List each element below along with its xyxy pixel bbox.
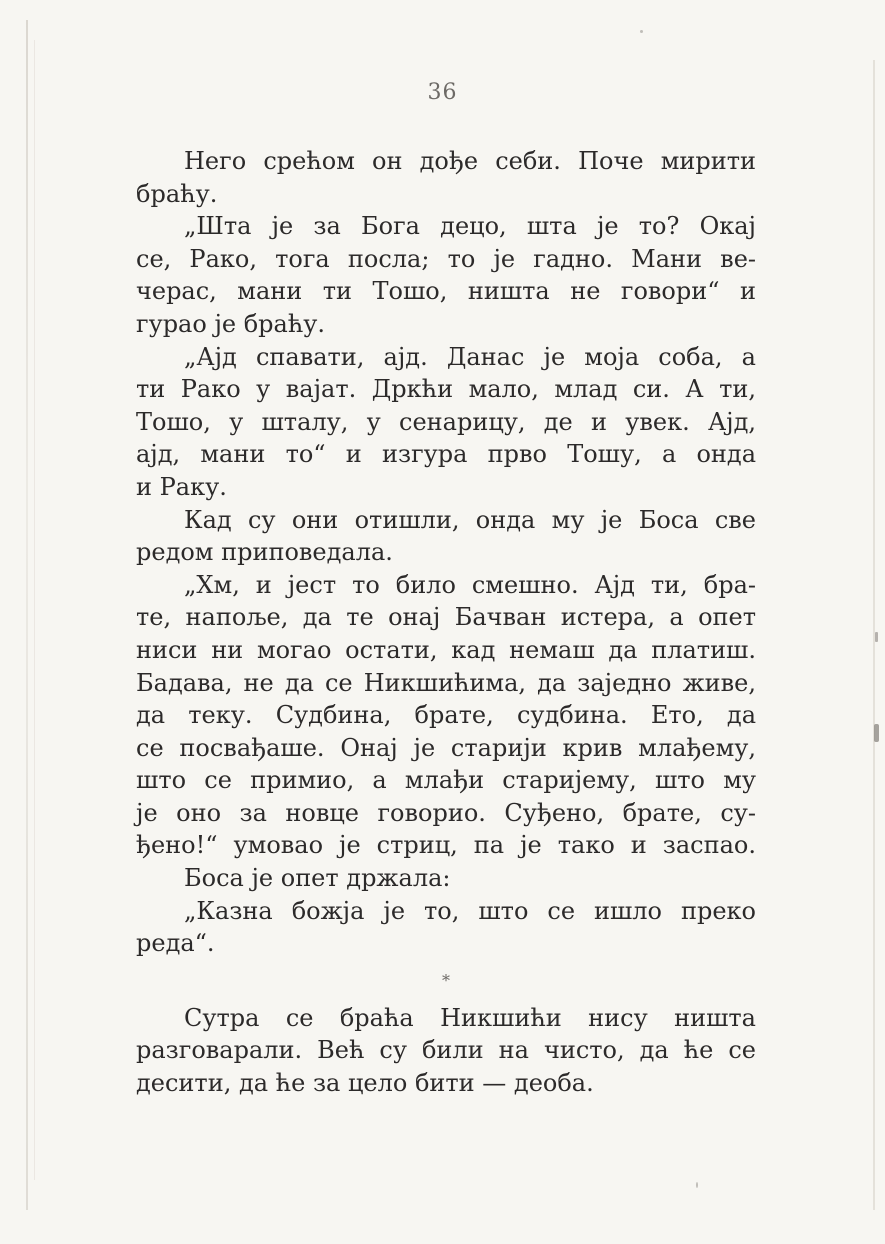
text-line: Него срећом он дође себи. Поче мирити (184, 147, 756, 175)
text-line: је оно за новце говорио. Суђено, брате, су- (136, 798, 756, 827)
text-line: браћу. (136, 179, 218, 208)
text-line: Сутра се браћа Никшићи нису ништа (184, 1003, 756, 1032)
paper-speck (696, 1182, 698, 1188)
text-line: разговарали. Већ су били на чисто, да ће се (136, 1036, 756, 1065)
text-line: те, напоље, да те онај Бачван истера, а опет (136, 603, 756, 632)
text-line: што се примио, а млађи старијему, што му (136, 766, 756, 795)
text-line: черас, мани ти Тошо, ништа не говори“ и (136, 277, 756, 306)
text-line: „Хм, и јест то било смешно. Ајд ти, бра- (184, 570, 756, 599)
text-line: Тошо, у шталу, у сенарицу, де и увек. Ајд, (136, 407, 756, 436)
page-number: 36 (427, 80, 458, 105)
text-line: се, Рако, тога посла; то је гадно. Мани ве- (136, 244, 756, 273)
text-line: Бадава, не да се Никшићима, да заједно живе, (136, 668, 756, 697)
text-line: „Казна божја је то, што се ишло преко (184, 896, 756, 925)
text-line: „Шта је за Бога децо, шта је то? Окај (184, 212, 756, 241)
paper-speck (875, 632, 878, 642)
text-line: и Раку. (136, 472, 227, 501)
text-line: се посвађаше. Онај је старији крив млађему, (136, 733, 756, 762)
text-line: Боса је опет држала: (184, 864, 451, 893)
text-line: Кад су они отишли, онда му је Боса све (184, 505, 756, 534)
paper-speck (874, 724, 879, 742)
page-fold-line (34, 40, 35, 1180)
text-line: ђено!“ умовао је стриц, па је тако и заспао. (136, 831, 756, 860)
body-text (136, 145, 756, 1100)
text-line: гурао је браћу. (136, 309, 326, 338)
text-line: реда“. (136, 929, 215, 958)
section-separator: * (442, 970, 450, 990)
text-line: ајд, мани то“ и изгура прво Тошу, а онда (136, 440, 756, 469)
text-line: десити, да ће за цело бити — деоба. (136, 1069, 594, 1098)
text-line: да теку. Судбина, брате, судбина. Ето, да (136, 701, 756, 730)
text-line: „Ајд спавати, ајд. Данас је моја соба, а (184, 342, 756, 371)
text-line: редом приповедала. (136, 538, 393, 567)
page-fold-shadow (26, 20, 28, 1210)
paper-speck (640, 30, 643, 33)
text-line: ниси ни могао остати, кад немаш да платиш. (136, 635, 756, 664)
text-line: ти Рако у вајат. Дркћи мало, млад си. А ти, (136, 375, 756, 404)
